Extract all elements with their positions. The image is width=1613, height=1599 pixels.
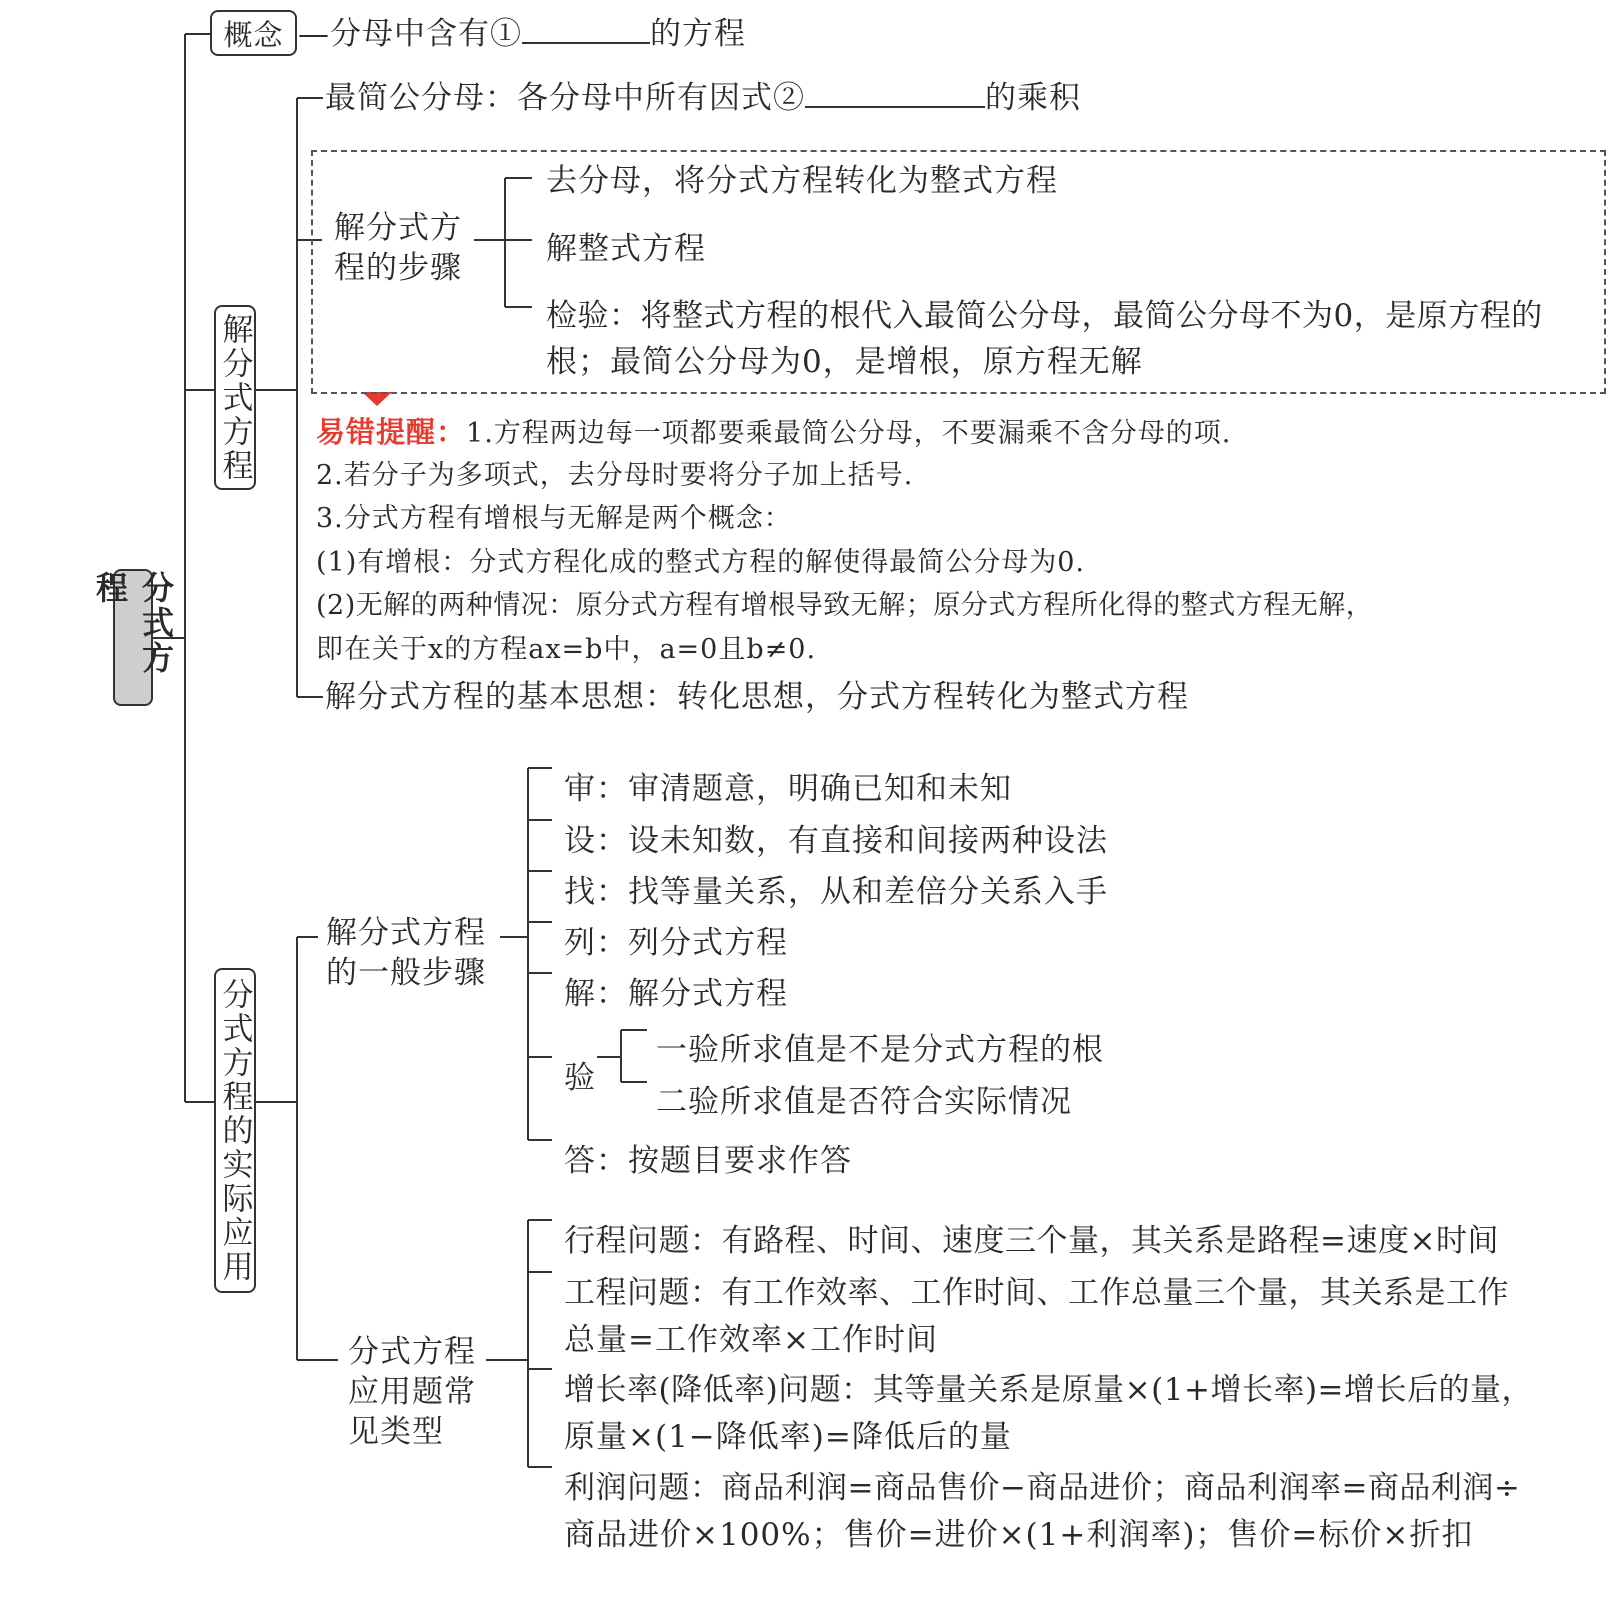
type-line-6: 利润问题：商品利润=商品售价−商品进价；商品利润率=商品利润÷ (564, 1470, 1521, 1506)
general-step-3: 找：找等量关系，从和差倍分关系入手 (564, 874, 1108, 910)
warning-line-4: (1)有增根：分式方程化成的整式方程的解使得最简公分母为0. (316, 547, 1086, 578)
general-step-6: 验 (564, 1060, 596, 1096)
warning-title: 易错提醒： (316, 415, 467, 449)
verify-item-1: 一验所求值是不是分式方程的根 (656, 1032, 1104, 1068)
types-label-line3: 见类型 (348, 1414, 444, 1450)
application-label: 分式方程的实际应用 (216, 977, 253, 1284)
warning-line-1: 易错提醒：1.方程两边每一项都要乘最简公分母，不要漏乘不含分母的项. (316, 415, 1232, 449)
type-line-2: 工程问题：有工作效率、工作时间、工作总量三个量，其关系是工作 (564, 1275, 1509, 1311)
general-steps-label-line2: 的一般步骤 (326, 955, 486, 991)
types-label-line1: 分式方程 (348, 1334, 476, 1370)
step-item-3-cont: 根；最简公分母为0，是增根，原方程无解 (546, 344, 1143, 380)
steps-label-line2: 程的步骤 (334, 250, 462, 286)
step-item-1: 去分母，将分式方程转化为整式方程 (546, 163, 1058, 199)
solve-label: 解分式方程 (216, 312, 253, 483)
general-step-2: 设：设未知数，有直接和间接两种设法 (564, 823, 1108, 859)
warning-line-6: 即在关于x的方程ax=b中，a=0且b≠0. (316, 634, 817, 665)
solve-node (214, 305, 256, 490)
general-step-4: 列：列分式方程 (564, 925, 788, 961)
warning-line-3: 3.分式方程有增根与无解是两个概念： (316, 503, 792, 534)
general-steps-label-line1: 解分式方程 (326, 915, 486, 951)
steps-label-line1: 解分式方 (334, 210, 462, 246)
step-item-2: 解整式方程 (546, 231, 706, 267)
general-step-5: 解：解分式方程 (564, 976, 788, 1012)
type-line-1: 行程问题：有路程、时间、速度三个量，其关系是路程=速度×时间 (564, 1223, 1499, 1259)
root-label: 分式方程 (91, 571, 175, 676)
warning-marker (362, 392, 392, 406)
blank-1[interactable] (522, 18, 650, 44)
type-line-5: 原量×(1−降低率)=降低后的量 (564, 1419, 1012, 1455)
general-step-1: 审：审清题意，明确已知和未知 (564, 771, 1012, 807)
concept-node (210, 10, 297, 56)
step-item-3: 检验：将整式方程的根代入最简公分母，最简公分母不为0，是原方程的 (546, 298, 1543, 334)
blank-2[interactable] (805, 82, 985, 108)
type-line-3: 总量=工作效率×工作时间 (564, 1322, 938, 1358)
application-node (214, 968, 256, 1293)
warning-line-5: (2)无解的两种情况：原分式方程有增根导致无解；原分式方程所化得的整式方程无解， (316, 590, 1374, 621)
general-step-7: 答：按题目要求作答 (564, 1143, 852, 1179)
concept-label: 概念 (223, 17, 284, 52)
types-label-line2: 应用题常 (348, 1374, 476, 1410)
lcd-definition: 最简公分母：各分母中所有因式② 的乘积 (325, 80, 1081, 116)
warning-line-2: 2.若分子为多项式，去分母时要将分子加上括号. (316, 460, 914, 491)
root-node (91, 569, 175, 706)
concept-definition: —分母中含有① 的方程 (298, 16, 746, 52)
type-line-7: 商品进价×100%；售价=进价×(1+利润率)；售价=标价×折扣 (564, 1517, 1474, 1553)
type-line-4: 增长率(降低率)问题：其等量关系是原量×(1+增长率)=增长后的量， (564, 1372, 1534, 1408)
verify-item-2: 二验所求值是否符合实际情况 (656, 1084, 1072, 1120)
basic-idea: 解分式方程的基本思想：转化思想，分式方程转化为整式方程 (325, 679, 1189, 715)
